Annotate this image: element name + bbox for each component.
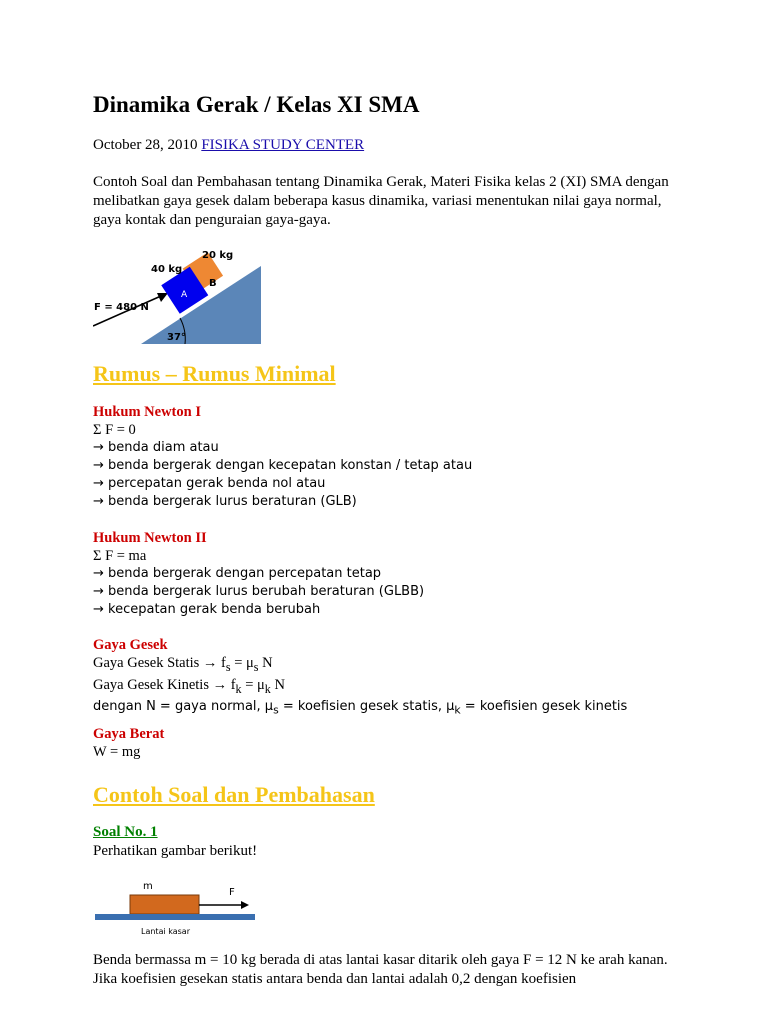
soal-1-intro: Perhatikan gambar berikut! (93, 843, 258, 859)
newton2-title: Hukum Newton II (93, 530, 207, 546)
block-on-floor-diagram (93, 878, 258, 938)
post-date: October 28, 2010 (93, 137, 198, 153)
subscript: s (273, 703, 279, 717)
force-arrow-head (241, 901, 249, 909)
newton2-item: → benda bergerak lurus berubah beraturan (GLBB) (93, 584, 425, 599)
newton1-title: Hukum Newton I (93, 404, 201, 420)
gesek-static (93, 654, 713, 676)
newton1-item: → benda diam atau (93, 440, 219, 455)
newton1-formula: Σ F = 0 (93, 422, 136, 438)
newton2-item: → kecepatan gerak benda berubah (93, 602, 321, 617)
section-heading-contoh: Contoh Soal dan Pembahasan (93, 782, 375, 807)
soal-1-text: Benda bermassa m = 10 kg berada di atas lantai kasar ditarik oleh gaya F = 12 N ke arah kanan. Jika koefisien gesekan statis antara benda dan lantai adalah 0,2 dengan koefisien (93, 952, 668, 987)
author-link[interactable]: FISIKA STUDY CENTER (201, 137, 365, 153)
subscript: k (264, 681, 271, 696)
floor-label: Lantai kasar (141, 927, 190, 936)
block-a-label: A (181, 290, 188, 300)
mass-a-label: 40 kg (151, 264, 183, 275)
newton1-item: → benda bergerak dengan kecepatan konstan / tetap atau (93, 458, 473, 473)
berat-formula: W = mg (93, 744, 141, 760)
intro-paragraph: Contoh Soal dan Pembahasan tentang Dinamika Gerak, Materi Fisika kelas 2 (XI) SMA dengan melibatkan gaya gesek dalam beberapa kasus dinamika, variasi menentukan nilai gaya normal, gaya kontak dan penguraian gaya-gaya. (93, 174, 669, 228)
soal-1-title: Soal No. 1 (93, 824, 158, 840)
gesek-kinetic-prefix: Gaya Gesek Kinetis → f (93, 676, 236, 693)
article-title: Dinamika Gerak / Kelas XI SMA (93, 92, 420, 117)
newton2-formula: Σ F = ma (93, 548, 147, 564)
subscript: k (235, 681, 242, 696)
mass-b-label: 20 kg (202, 250, 234, 261)
block-body (130, 895, 199, 914)
mass-label: m (143, 881, 153, 892)
gesek-kinetic-mid: = μ (241, 676, 265, 693)
force-label: F (229, 887, 235, 898)
newton1-section (93, 403, 713, 511)
floor (95, 914, 255, 920)
newton1-item: → percepatan gerak benda nol atau (93, 476, 326, 491)
gesek-kinetic (93, 676, 713, 698)
gesek-static-prefix: Gaya Gesek Statis → f (93, 655, 226, 671)
gesek-note-b: = koefisien gesek statis, μ (278, 698, 455, 714)
subscript: k (454, 703, 461, 717)
subscript: s (225, 659, 231, 674)
subscript: s (253, 659, 259, 674)
gesek-static-mid: = μ (230, 655, 254, 671)
gesek-title: Gaya Gesek (93, 637, 168, 653)
berat-title: Gaya Berat (93, 726, 165, 742)
gesek-note-a: dengan N = gaya normal, μ (93, 698, 274, 714)
gesek-note (93, 698, 713, 720)
section-heading-rumus: Rumus – Rumus Minimal (93, 361, 336, 386)
incline-diagram (93, 246, 268, 346)
newton2-item: → benda bergerak dengan percepatan tetap (93, 566, 382, 581)
force-label: F = 480 N (94, 302, 149, 313)
newton2-section (93, 529, 713, 619)
gesek-section (93, 636, 713, 719)
post-meta (93, 137, 364, 154)
gesek-note-c: = koefisien gesek kinetis (460, 698, 628, 714)
block-b-label: B (209, 278, 217, 289)
berat-section (93, 725, 713, 761)
gesek-kinetic-suffix: N (270, 676, 285, 693)
newton1-item: → benda bergerak lurus beraturan (GLB) (93, 494, 357, 509)
gesek-static-suffix: N (258, 655, 273, 671)
angle-label: 37° (167, 332, 186, 343)
